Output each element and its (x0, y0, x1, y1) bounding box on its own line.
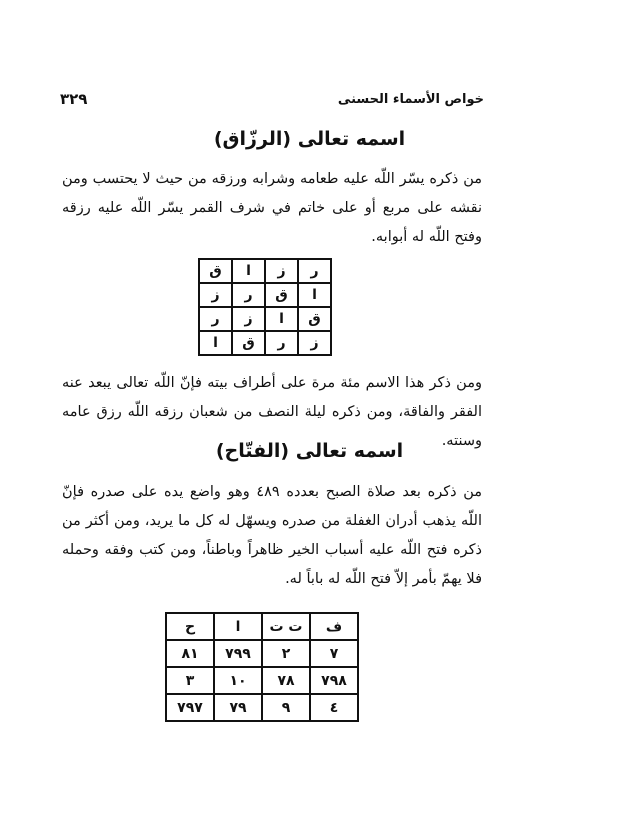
table-cell: ت ت (262, 613, 310, 640)
table-cell: ٧٩٨ (310, 667, 358, 694)
section-heading-razzaq: اسمه تعالى (الرزّاق) (213, 128, 406, 150)
paragraph-text: من ذكره يسّر اللّه عليه طعامه وشرابه ورزقه من حيث لا يحتسب ومن نقشه على مربع أو على خاتم في شرف القمر يسّر اللّه عليه رزقه وفتح اللّه له أبوابه. (62, 171, 482, 245)
table-cell: ٧٨ (262, 667, 310, 694)
paragraph-fattah (62, 478, 482, 594)
table-cell: ٨١ (166, 640, 214, 667)
table-cell: ز (199, 283, 232, 307)
table-cell: ز (298, 331, 331, 355)
table-cell: ف (310, 613, 358, 640)
table-cell: ق (232, 331, 265, 355)
table-cell: ٧٩ (214, 694, 262, 721)
paragraph-razzaq-intro (62, 165, 482, 252)
table-cell: ا (214, 613, 262, 640)
table-cell: ر (265, 331, 298, 355)
table-cell: ١٠ (214, 667, 262, 694)
table-cell: ا (199, 331, 232, 355)
table-cell: ر (199, 307, 232, 331)
fattah-table-row (166, 640, 358, 667)
table-cell: ح (166, 613, 214, 640)
table-cell: ٢ (262, 640, 310, 667)
table-cell: ر (232, 283, 265, 307)
paragraph-text: من ذكره بعد صلاة الصبح بعدده ٤٨٩ وهو واضع يده على صدره فإنّ اللّه يذهب أدران الغفلة من صدره ويسهّل له كل ما يريد، ومن أكثر من ذكره فتح اللّه عليه أسباب الخير ظاهراً وباطناً، ومن كتب وفقه وحمله فلا يهمّ بأمر إلاّ فتح اللّه له باباً له. (62, 484, 483, 587)
table-cell: ٤ (310, 694, 358, 721)
table-cell: ٩ (262, 694, 310, 721)
running-head (60, 90, 484, 108)
table-cell: ٣ (166, 667, 214, 694)
table-cell: ا (265, 307, 298, 331)
book-title: خواص الأسماء الحسنى (337, 91, 484, 107)
paragraph-text: ومن ذكر هذا الاسم مئة مرة على أطراف بيته فإنّ اللّه تعالى يبعد عنه الفقر والفاقة، ومن ذكره ليلة النصف من شعبان رزقه اللّه رزق عامه وسنته. (62, 375, 482, 449)
razzaq-square-table (198, 258, 332, 356)
fattah-table-row (166, 667, 358, 694)
razzaq-table-row (199, 283, 331, 307)
table-cell: ق (265, 283, 298, 307)
table-cell: ا (232, 259, 265, 283)
table-cell: ٧ (310, 640, 358, 667)
table-cell: ٧٩٧ (166, 694, 214, 721)
razzaq-table-row (199, 259, 331, 283)
table-cell: ق (199, 259, 232, 283)
razzaq-table-row (199, 331, 331, 355)
fattah-square-table (165, 612, 359, 722)
table-cell: ٧٩٩ (214, 640, 262, 667)
fattah-table-row (166, 613, 358, 640)
table-cell: ز (265, 259, 298, 283)
table-cell: ا (298, 283, 331, 307)
section-heading-fattah: اسمه تعالى (الفتّاح) (215, 440, 404, 462)
fattah-table-row (166, 694, 358, 721)
table-cell: ق (298, 307, 331, 331)
table-cell: ر (298, 259, 331, 283)
table-cell: ز (232, 307, 265, 331)
page-number: ٣٢٩ (60, 90, 88, 108)
razzaq-table-row (199, 307, 331, 331)
